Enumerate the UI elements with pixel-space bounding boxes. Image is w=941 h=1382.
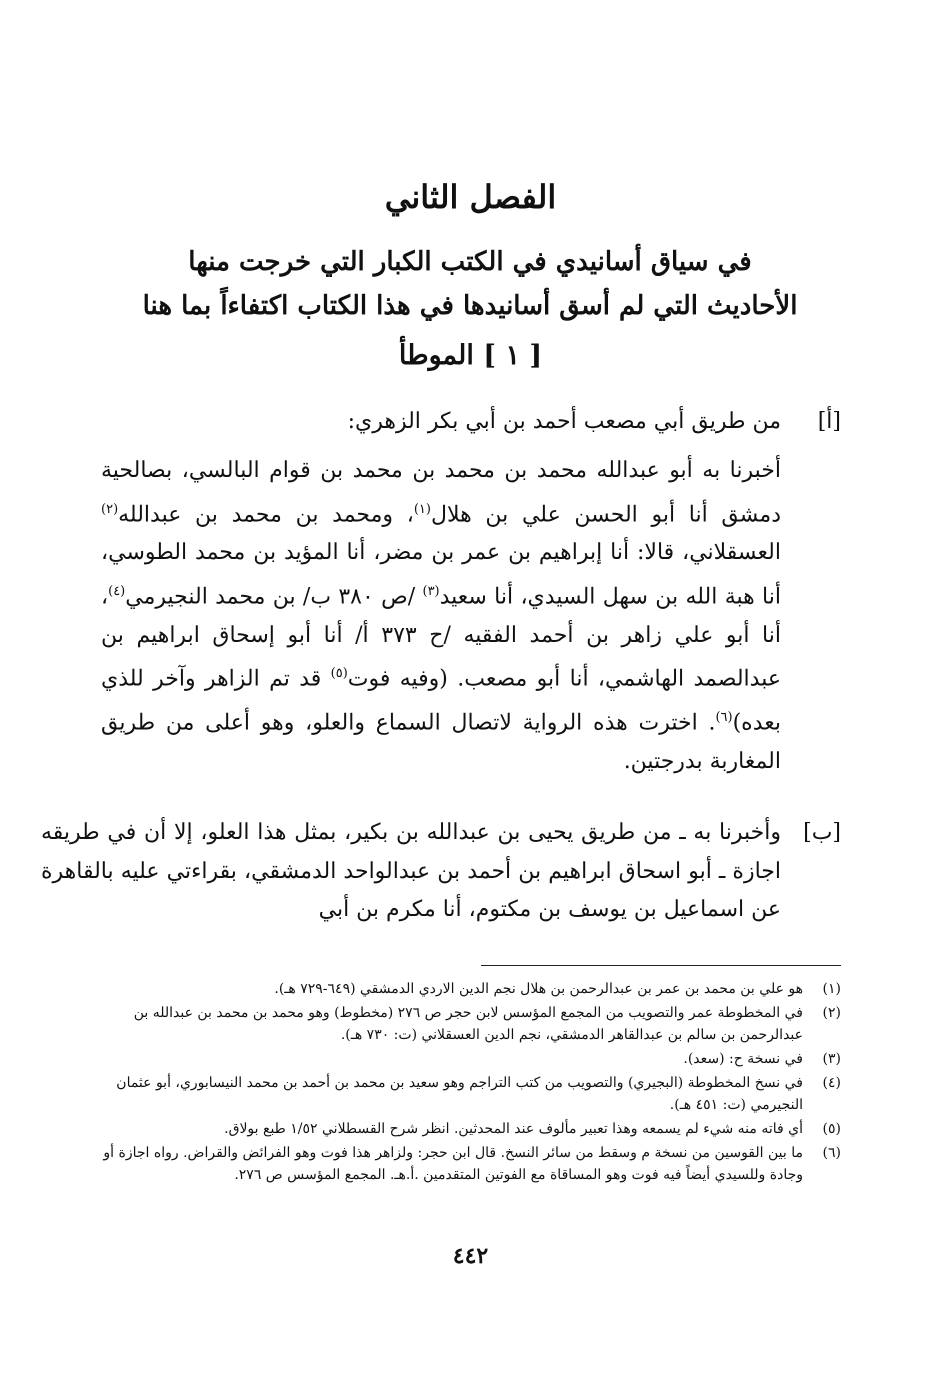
footnote-6 [96,1142,841,1186]
footnote-2 [96,1002,841,1046]
footnote-text: في نسخ المخطوطة (البجيري) والتصويب من كتب التراجم وهو سعيد بن محمد بن أحمد بن محمد النيسابوري، أبو عثمان النجيرمي (ت: ٤٥١ هـ). [116,1075,803,1113]
footnote-text: هو علي بن محمد بن عمر بن عبدالرحمن بن هلال نجم الدين الاردي الدمشقي (٦٤٩-٧٢٩ هـ). [274,981,803,997]
footnote-number: (٤) [822,1075,841,1091]
footnote-number: (٥) [822,1121,841,1137]
footnote-5 [96,1118,841,1140]
footnote-divider [481,965,841,966]
footnote-ref-5: (٥) [330,666,348,682]
footnote-text: أي فاته منه شيء لم يسمعه وهذا تعبير مألوف عند المحدثين. انظر شرح القسطلاني ١/٥٢ طبع بولاق. [224,1121,803,1137]
item-a-text-4: /ص ٣٨٠ ب/ بن محمد النجيرمي [125,584,423,610]
item-a-text-7: . اخترت هذه الرواية لاتصال السماع والعلو، وهو أعلى من طريق المغاربة بدرجتين. [101,710,781,774]
item-a-intro: من طريق أبي مصعب أحمد بن أبي بكر الزهري: [347,409,781,434]
footnote-text: ما بين القوسين من نسخة م وسقط من سائر النسخ. قال ابن حجر: ولزاهر هذا فوت وهو الفرائض والقراض. رواه اجازة أو وجادة وللسيدي أيضاً فيه فوت وهو المساقاة مع الفوتين المتقدمين .أ.هـ. المجمع المؤسس ص ٢٧٦. [103,1145,803,1183]
footnote-4 [96,1072,841,1116]
footnote-ref-2: (٢) [101,501,119,517]
footnote-number: (٣) [822,1051,841,1067]
item-a-text-2: ، ومحمد بن محمد بن عبدالله [118,501,414,527]
footnote-ref-3: (٣) [422,583,440,599]
chapter-subtitle: في سياق أسانيدي في الكتب الكبار التي خرجت منها الأحاديث التي لم أسق أسانيدها في هذا الكتاب اكتفاءاً بما هنا [142,247,798,321]
item-a-marker: [أ] [817,409,841,434]
footnote-1 [96,978,841,1000]
footnote-ref-6: (٦) [715,709,733,725]
item-a-paragraph [101,452,781,781]
item-a-text-1: أخبرنا به أبو عبدالله محمد بن محمد بن محمد بن قوام البالسي، بصالحية دمشق أنا أبو الحسن علي بن هلال [101,458,781,527]
section-heading: [ ١ ] الموطأ [398,340,543,371]
chapter-title: الفصل الثاني [384,178,557,216]
footnote-text: في نسخة ح: (سعد). [683,1051,803,1067]
item-b-marker: [ب] [803,820,841,845]
footnote-ref-4: (٤) [108,583,126,599]
footnote-ref-1: (١) [413,501,431,517]
item-b-paragraph: وأخبرنا به ـ من طريق يحيى بن عبدالله بن بكير، بمثل هذا العلو، إلا أن في طريقه اجازة ـ أبو اسحاق ابراهيم بن أحمد بن عبدالواحد الدمشقي، بقراءتي عليه بالقاهرة عن اسماعيل بن يوسف بن مكتوم، أنا مكرم بن أبي [41,820,781,922]
footnote-number: (١) [822,981,841,997]
footnote-3 [96,1048,841,1070]
footnote-text: في المخطوطة عمر والتصويب من المجمع المؤسس لابن حجر ص ٢٧٦ (مخطوط) وهو محمد بن محمد بن عبدالله بن عبدالرحمن بن سالم بن عبدالقاهر الدمشقي، نجم الدين العسقلاني (ت: ٧٣٠ هـ). [133,1005,803,1043]
page-number: ٤٤٢ [452,1243,489,1269]
item-a-text-5: ، أنا أبو علي زاهر بن أحمد الفقيه /ح ٣٧٣ أ/ أنا أبو إسحاق ابراهيم بن عبدالصمد الهاشمي، أنا أبو مصعب. (وفيه فوت [101,584,781,692]
footnote-number: (٢) [822,1005,841,1021]
item-a-text-3: العسقلاني، قالا: أنا إبراهيم بن عمر بن مضر، أنا المؤيد بن محمد الطوسي، أنا هبة الله بن سهل السيدي، أنا سعيد [101,540,782,610]
footnote-number: (٦) [822,1145,841,1161]
footnotes [96,978,841,1188]
item-a-text-6: قد تم الزاهر وآخر للذي بعده) [101,666,781,736]
